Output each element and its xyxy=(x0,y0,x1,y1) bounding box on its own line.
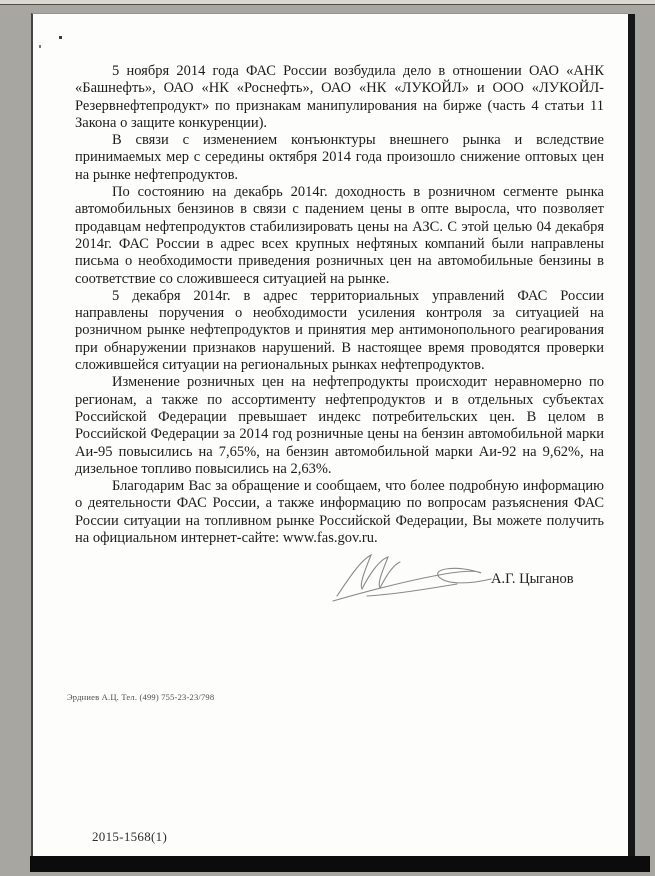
scan-speck xyxy=(39,45,41,48)
footer-contact: Эрдниев А.Ц. Тел. (499) 755-23-23/798 xyxy=(67,692,215,702)
document-number: 2015-1568(1) xyxy=(92,829,168,844)
paragraph: По состоянию на декабрь 2014г. доходность в розничном сегменте рынка автомобильных бензинов в связи с падением цены в опте выросла, что позволяет продавцам нефтепродуктов стабилизировать цены на АЗС. С этой целью 04 декабря 2014г. ФАС России в адрес всех крупных нефтяных компаний были направлены письма о необходимости приведения розничных цен на автомобильные бензины в соответствие со сложившееся ситуацией на рынке. xyxy=(75,184,604,287)
scanned-page xyxy=(31,13,628,856)
scan-artifact-strip xyxy=(30,856,650,872)
paragraph: Благодарим Вас за обращение и сообщаем, что более подробную информацию о деятельности ФАС России, а также информацию по вопросам разъяснения ФАС России ситуации на топливном рынке Российской Федерации, Вы можете получить на официальном интернет-сайте: www.fas.gov.ru. xyxy=(75,478,604,547)
scan-speck xyxy=(59,36,62,39)
paragraph: В связи с изменением конъюнктуры внешнего рынка и вследствие принимаемых мер с середины октября 2014 года произошло снижение оптовых цен на рынке нефтепродуктов. xyxy=(75,132,604,183)
paragraph: 5 ноября 2014 года ФАС России возбудила дело в отношении ОАО «АНК «Башнефть», ОАО «НК «Роснефть», ОАО «НК «ЛУКОЙЛ» и ООО «ЛУКОЙЛ-Резервнефтепродукт» по признакам манипулирования на бирже (часть 4 статьи 11 Закона о защите конкуренции). xyxy=(75,63,604,131)
paragraph: 5 декабря 2014г. в адрес территориальных управлений ФАС России направлены поручения о необходимости усиления контроля за ситуацией на розничном рынке нефтепродуктов и принятия мер антимонопольного реагирования при обнаружении признаков нарушений. В настоящее время проводятся проверки сложившейся ситуации на региональных рынках нефтепродуктов. xyxy=(75,287,604,374)
page-shadow xyxy=(628,14,635,856)
letter-body xyxy=(75,63,604,547)
signature-block xyxy=(331,544,591,614)
scanner-top-bar xyxy=(0,0,655,5)
signature-image xyxy=(331,544,506,609)
paragraph: Изменение розничных цен на нефтепродукты происходит неравномерно по регионам, а также по ассортименту нефтепродуктов и в отдельных субъектах Российской Федерации превышает индекс потребительских цен. В целом в Российской Федерации за 2014 год розничные цены на бензин автомобильной марки Аи-95 повысились на 7,65%, на бензин автомобильной марки Аи-92 на 9,62%, на дизельное топливо повысились на 2,63%. xyxy=(75,374,604,477)
signatory-name: А.Г. Цыганов xyxy=(491,571,574,587)
